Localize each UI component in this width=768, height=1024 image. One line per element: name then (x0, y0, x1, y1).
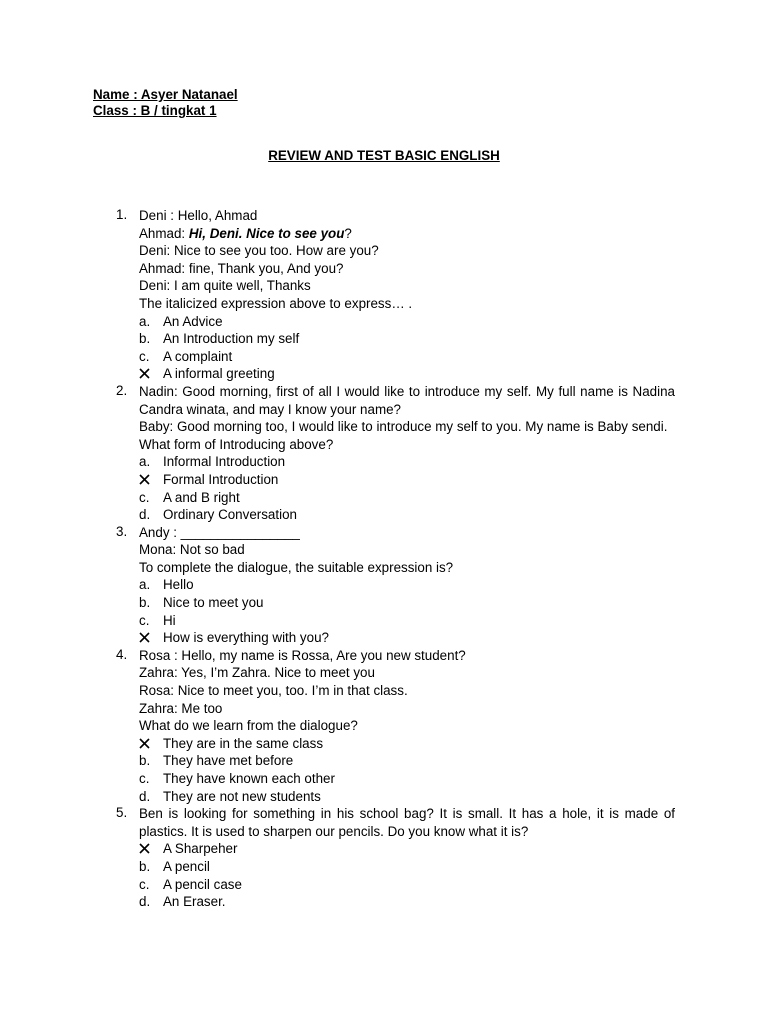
option-text: A pencil case (163, 876, 242, 892)
option-text: A Sharpeher (163, 841, 238, 857)
option-text: A and B right (163, 489, 240, 505)
question-prompt: What do we learn from the dialogue? (139, 718, 358, 734)
question-line: Zahra: Yes, I’m Zahra. Nice to meet you (139, 665, 375, 681)
option-text: An Introduction my self (163, 331, 300, 347)
option-b[interactable] (139, 594, 675, 612)
option-a[interactable] (139, 840, 675, 858)
option-d[interactable] (139, 365, 675, 383)
question-3 (0, 524, 675, 647)
question-prompt: What form of Introducing above? (139, 436, 334, 452)
option-text: They have known each other (163, 771, 335, 786)
question-line: Rosa : Hello, my name is Rossa, Are you new student? (139, 647, 466, 663)
option-a[interactable] (139, 313, 675, 331)
question-line: Deni : Hello, Ahmad (139, 208, 258, 223)
student-name: Name : Asyer Natanael (93, 87, 238, 102)
option-text: An Eraser. (163, 894, 226, 910)
option-d[interactable] (139, 629, 675, 647)
option-text: Formal Introduction (163, 471, 279, 487)
option-letter: c. (139, 771, 150, 786)
option-letter: b. (139, 753, 151, 769)
question-list (0, 207, 768, 911)
cross-mark-icon (139, 843, 150, 854)
student-info (93, 87, 238, 119)
question-line: Deni: I am quite well, Thanks (139, 278, 311, 294)
option-letter: d. (139, 507, 151, 523)
option-text: A informal greeting (163, 366, 275, 382)
cross-mark-icon (139, 632, 150, 643)
test-title: REVIEW AND TEST BASIC ENGLISH (268, 148, 500, 163)
option-text: They are not new students (163, 788, 321, 804)
option-letter: c. (139, 612, 150, 628)
question-line: Nadin: Good morning, first of all I would like to introduce my self. My full name is Nadina Candra winata, and may I know your name? (139, 383, 675, 417)
option-letter: a. (139, 313, 151, 329)
option-letter: c. (139, 876, 150, 892)
option-text: How is everything with you? (163, 630, 329, 646)
option-letter: b. (139, 331, 151, 347)
question-5 (0, 805, 675, 911)
option-c[interactable] (139, 348, 675, 366)
option-d[interactable] (139, 788, 675, 806)
option-c[interactable] (139, 612, 675, 630)
option-letter: a. (139, 577, 151, 593)
option-letter: a. (139, 454, 151, 470)
question-number: 4. (116, 646, 128, 662)
option-text: Nice to meet you (163, 595, 264, 611)
option-text: An Advice (163, 313, 223, 329)
option-text: They have met before (163, 753, 294, 769)
option-a[interactable] (139, 576, 675, 594)
option-list (139, 840, 675, 910)
question-line: Baby: Good morning too, I would like to introduce my self to you. My name is Baby sendi. (139, 419, 668, 435)
question-line: Andy : ________________ (139, 524, 300, 540)
option-letter: b. (139, 595, 151, 611)
option-list (139, 576, 675, 646)
option-a[interactable] (139, 735, 675, 753)
question-line: Mona: Not so bad (139, 542, 245, 558)
italicized-expression: Hi, Deni. Nice to see you (188, 225, 345, 241)
option-b[interactable] (139, 858, 675, 876)
option-list (139, 313, 675, 383)
question-number: 5. (116, 805, 128, 821)
emphasis-suffix: ? (344, 225, 352, 241)
student-class: Class : B / tingkat 1 (93, 103, 217, 118)
option-text: Informal Introduction (163, 454, 286, 470)
cross-mark-icon (139, 738, 150, 749)
option-text: A pencil (163, 858, 210, 874)
question-2 (0, 383, 675, 524)
question-line: Ahmad: fine, Thank you, And you? (139, 260, 344, 276)
question-number: 3. (116, 523, 128, 539)
option-text: Hi (163, 612, 176, 628)
option-list (139, 453, 675, 523)
question-line: Deni: Nice to see you too. How are you? (139, 243, 379, 259)
option-letter: c. (139, 489, 150, 505)
option-c[interactable] (139, 770, 675, 788)
option-letter: c. (139, 348, 150, 364)
option-c[interactable] (139, 489, 675, 507)
option-d[interactable] (139, 506, 675, 524)
option-b[interactable] (139, 752, 675, 770)
question-number: 2. (116, 382, 128, 398)
question-line: Zahra: Me too (139, 700, 223, 716)
question-prompt: Ben is looking for something in his school bag? It is small. It has a hole, it is made of plastics. It is used to sharpen our pencils. Do you know what it is? (139, 806, 675, 839)
question-1 (0, 207, 675, 383)
question-line: Rosa: Nice to meet you, too. I’m in that class. (139, 683, 408, 699)
question-prompt: The italicized expression above to express… . (139, 295, 413, 311)
option-b[interactable] (139, 471, 675, 489)
option-letter: d. (139, 894, 151, 910)
cross-mark-icon (139, 474, 150, 485)
option-list (139, 735, 675, 805)
option-text: Hello (163, 577, 194, 593)
question-line-emphasis (139, 225, 675, 243)
option-text: They are in the same class (163, 735, 324, 751)
option-d[interactable] (139, 893, 675, 911)
option-text: Ordinary Conversation (163, 507, 297, 523)
option-letter: b. (139, 858, 151, 874)
option-b[interactable] (139, 330, 675, 348)
option-a[interactable] (139, 453, 675, 471)
option-c[interactable] (139, 876, 675, 894)
cross-mark-icon (139, 368, 150, 379)
question-4 (0, 647, 675, 805)
speaker-label: Ahmad: (139, 225, 189, 241)
option-letter: d. (139, 788, 151, 804)
option-text: A complaint (163, 348, 233, 364)
question-prompt: To complete the dialogue, the suitable expression is? (139, 559, 454, 575)
question-number: 1. (116, 207, 128, 222)
